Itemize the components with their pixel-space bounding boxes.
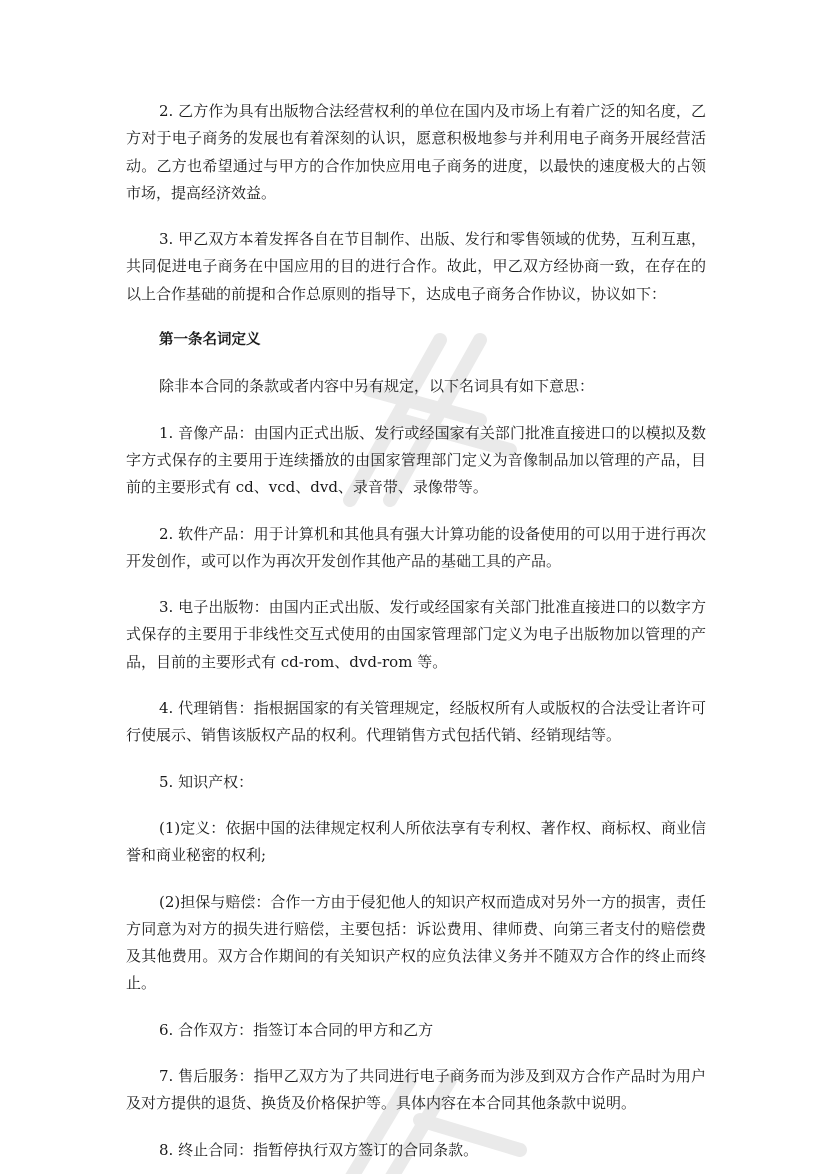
section-heading: 第一条名词定义 <box>159 332 261 349</box>
definitions-intro: 除非本合同的条款或者内容中另有规定，以下名词具有如下意思： <box>159 377 595 396</box>
definition-agency-sales: 4. 代理销售：指根据国家的有关管理规定，经版权所有人或版权的合法受让者许可行使展示、销售该版权产品的权利。代理销售方式包括代销、经销现结等。 <box>126 699 706 745</box>
definition-termination: 8. 终止合同：指暂停执行双方签订的合同条款。 <box>159 1140 479 1159</box>
definition-software: 2. 软件产品：用于计算机和其他具有强大计算功能的设备使用的可以用于进行再次开发创作，或可以作为再次开发创作其他产品的基础工具的产品。 <box>126 524 706 570</box>
definition-e-publication: 3. 电子出版物：由国内正式出版、发行或经国家有关部门批准直接进口的以数字方式保存的主要用于非线性交互式使用的由国家管理部门定义为电子出版物加以管理的产品，目前的主要形式有 cd-rom、dvd-rom 等。 <box>126 598 706 671</box>
definition-after-sales: 7. 售后服务：指甲乙双方为了共同进行电子商务而为涉及到双方合作产品时为用户及对方提供的退货、换货及价格保护等。具体内容在本合同其他条款中说明。 <box>126 1067 706 1113</box>
paragraph-2: 2. 乙方作为具有出版物合法经营权利的单位在国内及市场上有着广泛的知名度，乙方对于电子商务的发展也有着深刻的认识，愿意积极地参与并利用电子商务开展经营活动。乙方也希望通过与甲方的合作加快应用电子商务的进度，以最快的速度极大的占领市场，提高经济效益。 <box>126 102 706 202</box>
definition-parties: 6. 合作双方：指签订本合同的甲方和乙方 <box>159 1020 434 1039</box>
definition-ip-2: (2)担保与赔偿：合作一方由于侵犯他人的知识产权而造成对另外一方的损害，责任方同意为对方的损失进行赔偿，主要包括：诉讼费用、律师费、向第三者支付的赔偿费及其他费用。双方合作期间的有关知识产权的应负法律义务并不随双方合作的终止而终止。 <box>126 892 706 993</box>
definition-ip-1: (1)定义：依据中国的法律规定权利人所依法享有专利权、著作权、商标权、商业信誉和商业秘密的权利; <box>126 818 706 865</box>
definition-audio-video: 1. 音像产品：由国内正式出版、发行或经国家有关部门批准直接进口的以模拟及数字方式保存的主要用于连续播放的由国家管理部门定义为音像制品加以管理的产品，目前的主要形式有 cd、vcd、dvd、录音带、录像带等。 <box>126 423 706 497</box>
document-body <box>126 98 706 1174</box>
definition-ip-title: 5. 知识产权： <box>159 772 254 791</box>
paragraph-3: 3. 甲乙双方本着发挥各自在节目制作、出版、发行和零售领域的优势，互利互惠，共同促进电子商务在中国应用的目的进行合作。故此，甲乙双方经协商一致，在存在的以上合作基础的前提和合作总原则的指导下，达成电子商务合作协议，协议如下： <box>126 230 706 303</box>
